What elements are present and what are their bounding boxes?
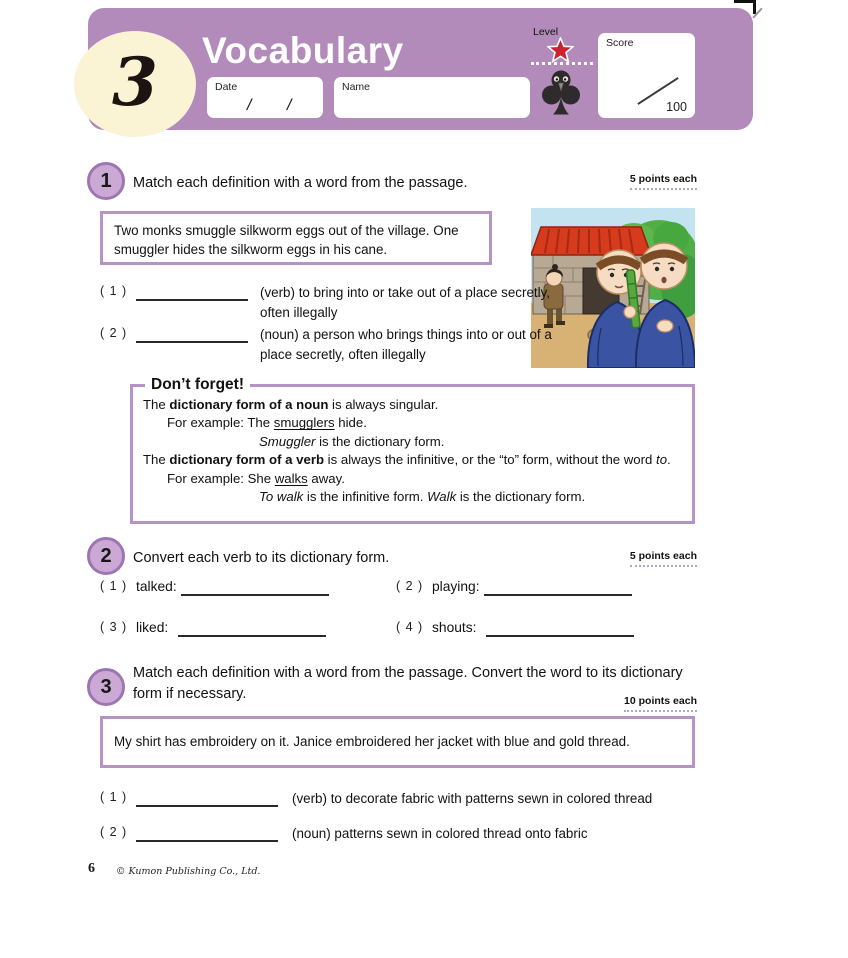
lesson-badge: [74, 31, 196, 137]
section-2-badge: [87, 537, 125, 575]
section-number: 3: [100, 675, 112, 698]
answer-blank[interactable]: [486, 619, 634, 637]
lesson-number: 3: [112, 43, 158, 121]
verb-prompt: talked:: [136, 579, 177, 594]
question-row: [100, 789, 720, 809]
dont-forget-title: Don’t forget!: [151, 376, 244, 393]
verb-item: [396, 578, 685, 596]
question-number: ( 2 ): [100, 825, 128, 839]
passage-box-3: [100, 716, 695, 768]
level-label: Level: [533, 26, 559, 38]
question-number: ( 2 ): [100, 326, 128, 340]
date-slash: /: [247, 97, 252, 114]
answer-blank[interactable]: [181, 578, 329, 596]
answer-blank[interactable]: [136, 824, 278, 842]
verb-item: [100, 619, 396, 637]
name-field[interactable]: [334, 77, 530, 118]
section-number: 1: [100, 169, 112, 192]
section-3-title: Match each definition with a word from the passage. Convert the word to its dictionary form if necessary.: [133, 665, 683, 702]
rule-line: For example: The smugglers hide.: [167, 415, 367, 431]
question-number: ( 4 ): [396, 620, 424, 634]
verb-prompt: shouts:: [432, 620, 477, 635]
answer-blank[interactable]: [484, 578, 632, 596]
rule-line: For example: She walks away.: [167, 470, 345, 486]
section-3-points: 10 points each: [624, 695, 697, 712]
answer-blank[interactable]: [178, 619, 326, 637]
section-2-points: 5 points each: [630, 550, 697, 567]
question-number: ( 3 ): [100, 620, 128, 634]
copyright: © Kumon Publishing Co., Ltd.: [116, 866, 261, 877]
verb-item: [396, 619, 685, 637]
score-field[interactable]: [598, 33, 695, 118]
passage-text: Two monks smuggle silkworm eggs out of the village. One smuggler hides the silkworm eggs in his cane.: [114, 223, 459, 257]
dont-forget-box: [130, 376, 695, 524]
date-label: Date: [215, 81, 238, 93]
rule-line: Smuggler is the dictionary form.: [259, 433, 445, 449]
question-number: ( 1 ): [100, 790, 128, 804]
question-number: ( 1 ): [100, 284, 128, 298]
passage-text: My shirt has embroidery on it. Janice embroidered her jacket with blue and gold thread.: [114, 734, 630, 749]
score-total: 100: [666, 100, 687, 114]
question-row: [100, 325, 560, 365]
rule-line: The dictionary form of a verb is always the infinitive, or the “to” form, without the word to.: [143, 452, 671, 468]
definition-text: (verb) to decorate fabric with patterns sewn in colored thread: [292, 791, 653, 806]
page-title: Vocabulary: [202, 30, 404, 71]
answer-blank[interactable]: [136, 325, 248, 343]
section-1-title: Match each definition with a word from the passage.: [133, 175, 468, 191]
name-label: Name: [342, 81, 371, 93]
verb-prompt: playing:: [432, 579, 480, 594]
question-row: [100, 824, 720, 844]
question-number: ( 2 ): [396, 579, 424, 593]
date-slash: /: [287, 97, 292, 114]
level-dotted-line: [531, 58, 593, 65]
score-label: Score: [606, 37, 634, 49]
definition-text: (verb) to bring into or take out of a place secretly, often illegally: [260, 285, 551, 320]
question-row: [100, 283, 560, 323]
verb-list: [100, 578, 685, 637]
section-3-badge: [87, 668, 125, 706]
answer-blank[interactable]: [136, 283, 248, 301]
date-field[interactable]: [207, 77, 323, 118]
section-2-title: Convert each verb to its dictionary form.: [133, 550, 390, 566]
club-mascot-icon: [542, 66, 580, 123]
rule-line: To walk is the infinitive form. Walk is the dictionary form.: [259, 489, 586, 505]
question-number: ( 1 ): [100, 579, 128, 593]
section-number: 2: [100, 544, 112, 567]
section-1-badge: [87, 162, 125, 200]
page-number: 6: [88, 861, 95, 876]
verb-item: [100, 578, 396, 596]
definition-text: (noun) patterns sewn in colored thread onto fabric: [292, 826, 588, 841]
rule-line: The dictionary form of a noun is always singular.: [143, 397, 439, 412]
verb-prompt: liked:: [136, 620, 169, 635]
answer-blank[interactable]: [136, 789, 278, 807]
definition-text: (noun) a person who brings things into or out of a place secretly, often illegally: [260, 327, 552, 362]
section-1-points: 5 points each: [630, 173, 697, 190]
passage-box-1: [100, 211, 492, 265]
